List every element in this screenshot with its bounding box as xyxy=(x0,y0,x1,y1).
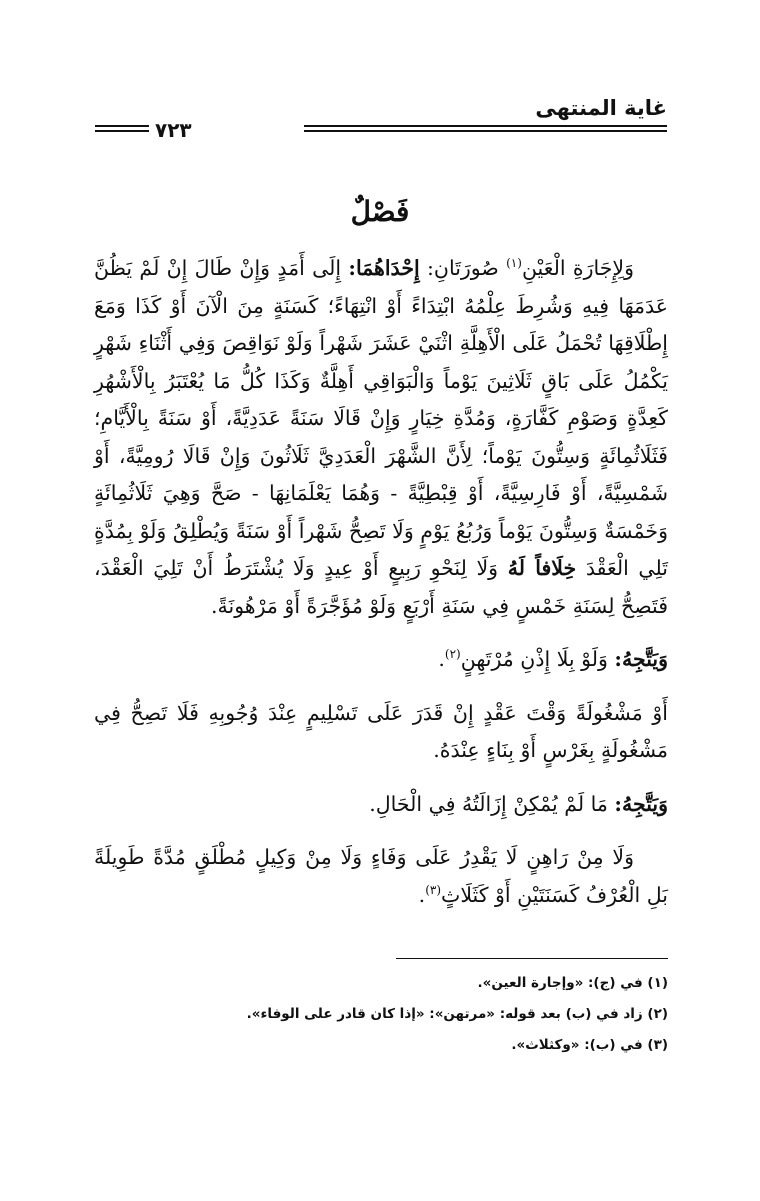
paragraph-1 xyxy=(94,250,668,625)
footnote-ref-2: (٢) xyxy=(444,647,461,662)
page-header xyxy=(95,96,667,146)
paragraph-4-text: مَا لَمْ يُمْكِنْ إِزَالَتُهُ فِي الْحَالِ. xyxy=(369,791,615,816)
footnote-ref-3: (٣) xyxy=(425,882,442,897)
paragraph-5-text: وَلَا مِنْ رَاهِنٍ لَا يَقْدِرُ عَلَى وَفَاءٍ وَلَا مِنْ وَكِيلٍ مُطْلَقٍ مُدَّةً طَوِيلَةً بَلِ الْعُرْفُ كَسَنَتَيْنِ أَوْ كَثَلَاثٍ xyxy=(94,845,668,907)
paragraph-3 xyxy=(94,695,668,770)
footnotes xyxy=(94,968,668,1061)
footnote-2: (٢) زاد في (ب) بعد قوله: «مرتهن»: «إذا كان قادر على الوفاء». xyxy=(246,1006,668,1022)
header-rule-left xyxy=(95,125,149,134)
header-rule-right xyxy=(304,125,667,134)
page-number: ٧٢٣ xyxy=(155,118,192,142)
paragraph-1-text-a: وَلِإِجَارَةِ الْعَيْنِ xyxy=(521,256,635,280)
paragraph-1-text-c: إِلَى أَمَدٍ وَإِنْ طَالَ إِنْ لَمْ يَظُنَّ عَدَمَهَا فِيهِ وَشُرِطَ عِلْمُهُ ابْتِدَاءً أَوْ انْتِهَاءً؛ كَسَنَةٍ مِنَ الْآنَ أَوْ كَذَا وَمَعَ إِطْلَاقِهَا تُحْمَلُ عَلَى الْأَهِلَّةِ اثْنَيْ عَشَرَ شَهْراً وَلَوْ نَوَاقِصَ وَفِي أَثْنَاءِ شَهْرٍ يَكْمُلُ عَلَى بَاقٍ ثَلَاثِينَ يَوْماً وَالْبَوَاقِي أَهِلَّةٌ وَكَذَا كُلُّ مَا يُعْتَبَرُ بِالْأَشْهُرِ كَعِدَّةٍ وَصَوْمِ كَفَّارَةٍ، وَمُدَّةِ خِيَارٍ وَإِنْ قَالَا سَنَةً عَدَدِيَّةً، أَوْ سَنَةً بِالْأَيَّامِ؛ فَثَلَاثُمِائَةٍ وَسِتُّونَ يَوْماً؛ لِأَنَّ الشَّهْرَ الْعَدَدِيَّ ثَلَاثُونَ وَإِنْ قَالَا رُومِيَّةً، أَوْ شَمْسِيَّةً، أَوْ فَارِسِيَّةً، أَوْ قِبْطِيَّةً - وَهُمَا يَعْلَمَانِهَا - صَحَّ وَهِيَ ثَلَاثُمِائَةٍ وَخَمْسَةٌ وَسِتُّونَ يَوْماً وَرُبُعُ يَوْمٍ وَلَا تَصِحُّ شَهْراً أَوْ سَنَةً وَيُطْلِقُ وَلَوْ بِمُدَّةٍ تَلِي الْعَقْدَ xyxy=(94,256,669,580)
footnote-3: (٣) في (ب): «وكثلاث». xyxy=(511,1037,668,1053)
footnote-ref-1: (١) xyxy=(506,256,522,271)
paragraph-3-text: أَوْ مَشْغُولَةً وَقْتَ عَقْدٍ إِنْ قَدَرَ عَلَى تَسْلِيمٍ عِنْدَ وُجُوبِهِ فَلَا تَصِحُّ فِي مَشْغُولَةٍ بِغَرْسٍ أَوْ بِنَاءٍ عِنْدَهُ. xyxy=(94,700,668,762)
paragraph-4-bold-term: وَيَتَّجِهُ: xyxy=(614,791,668,816)
paragraph-5-end: . xyxy=(418,882,426,907)
paragraph-2-end: . xyxy=(438,647,445,671)
footnote-1: (١) في (ج): «وإجارة العين». xyxy=(477,975,668,991)
main-text xyxy=(94,250,668,930)
paragraph-4 xyxy=(94,786,668,824)
paragraph-2-bold-term: وَيَتَّجِهُ: xyxy=(614,647,668,671)
paragraph-1-bold-term: إِحْدَاهُمَا: xyxy=(348,256,420,280)
header-title: غاية المنتهى xyxy=(535,96,667,120)
paragraph-1-text-d: وَلَا لِنَحْوِ رَبِيعٍ أَوْ عِيدٍ وَلَا يُشْتَرَطُ أَنْ تَلِيَ الْعَقْدَ، فَتَصِحُّ لِسَنَةِ خَمْسٍ فِي سَنَةِ أَرْبَعٍ وَلَوْ مُؤَجَّرَةً أَوْ مَرْهُونَةً. xyxy=(94,556,668,618)
paragraph-1-bold-khilafan: خِلَافاً لَهُ xyxy=(507,556,577,580)
paragraph-5 xyxy=(94,839,668,914)
paragraph-2 xyxy=(94,641,668,679)
section-title: فَصْلٌ xyxy=(350,195,410,228)
paragraph-1-text-b: صُورَتَانِ: xyxy=(419,256,507,280)
paragraph-2-text: وَلَوْ بِلَا إِذْنِ مُرْتَهِنٍ xyxy=(460,647,615,671)
footnote-separator xyxy=(396,958,668,959)
